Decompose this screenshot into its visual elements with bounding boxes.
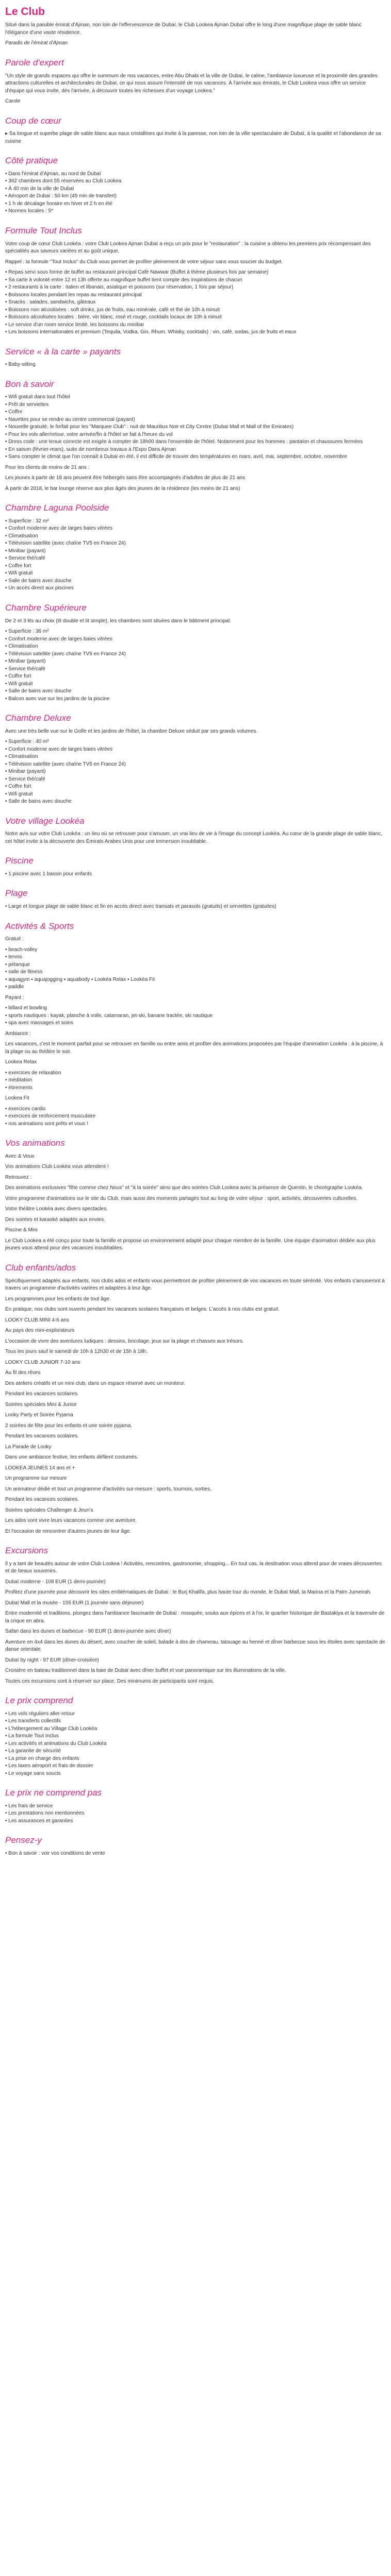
section-title: Piscine <box>5 856 34 866</box>
list-item: • Les vols réguliers aller-retour <box>5 1710 386 1718</box>
section-paragraph: Votre programme d'animations sur le site du Club, mais aussi des moments partagés tout au long de votre séjour : sport, activités, découvertes culturelles. <box>5 1195 357 1201</box>
section-list <box>5 1106 386 1128</box>
section-title: Bon à savoir <box>5 379 54 389</box>
section-paragraph: Un animateur dédié et tout un programme d'activités sur-mesure : sports, tournois, sorties. <box>5 1486 211 1492</box>
section-paragraph: Au pays des mini-explorateurs <box>5 1328 75 1334</box>
section-paragraph: Profitez d'une journée pour découvrir les sites emblématiques de Dubaï : le Burj Khalifa, plus haute tour du monde, le Dubaï Mall, la Marina et la Palm Jumeirah. <box>5 1589 372 1596</box>
section-list <box>5 1850 386 1858</box>
list-item: • paddle <box>5 984 386 991</box>
section-paragraph: Dubaï moderne - 108 EUR (1 demi-journée) <box>5 1579 106 1585</box>
list-item: • Snacks : salades, sandwichs, gâteaux <box>5 299 386 307</box>
list-item: • 2 restaurants à la carte : italien et libanais, asiatique et poissons (sur réservation, 1 fois par séjour) <box>5 284 386 292</box>
intro-paragraph: Situé dans la paisible émirat d'Ajman, non loin de l'effervescence de Dubaï, le Club Lookea Ajman Dubaï offre le long d'une magnifique plage de sable blanc l'élégance d'une vaste résidence. <box>5 22 362 36</box>
list-item: • Les transferts collectifs <box>5 1718 386 1725</box>
section-paragraph: Le Club Lookea a été conçu pour toute la famille et propose un environnement adapté pour chaque membre de la famille. Une équipe d'animation dédiée aux plus jeunes vous attend pour des vacances inoubliables. <box>5 1238 376 1251</box>
list-item: • Confort moderne avec de larges baies vitrées <box>5 525 386 533</box>
section-paragraph: Votre théâtre Lookéa avec divers spectacles. <box>5 1206 108 1212</box>
section-paragraph: Soirées spéciales Mini & Junior <box>5 1401 77 1408</box>
section-paragraph: Pour les clients de moins de 21 ans : <box>5 464 90 470</box>
section-paragraph: Retrouvez : <box>5 1174 32 1180</box>
section-paragraph: Au fil des rêves <box>5 1370 41 1376</box>
section-title: Côté pratique <box>5 156 58 166</box>
section-paragraph: Les ados vont vivre leurs vacances comme une aventure. <box>5 1518 137 1524</box>
list-item: • Climatisation <box>5 533 386 540</box>
list-item: • Coffre fort <box>5 673 386 681</box>
list-item: • Télévision satellite (avec chaîne TV5 en France 24) <box>5 761 386 769</box>
list-item: • Boissons alcoolisées locales : bière, vin blanc, rosé et rouge, cocktails locaux de 10h à minuit <box>5 314 386 321</box>
list-item: • L'hébergement au Village Club Lookéa <box>5 1725 386 1733</box>
list-item: • Baby-sitting <box>5 361 386 369</box>
section-paragraph: Entre modernité et traditions, plongez dans l'ambiance fascinante de Dubaï : mosquée, souks aux épices et à l'or, le quartier historique de Bastakiya et la traversée de la crique en abra. <box>5 1611 385 1624</box>
list-item: • Boissons locales pendant les repas au restaurant principal <box>5 292 386 299</box>
section-paragraph: Safari dans les dunes et barbecue - 90 EUR (1 demi-journée avec dîner) <box>5 1629 171 1635</box>
list-item: • Navettes pour se rendre au centre commercial (payant) <box>5 416 386 424</box>
list-item: • aquagym ▪ aquajogging ▪ aquabody ▪ Lookéa Relax ▪ Lookéa Fit <box>5 976 386 984</box>
section-list <box>5 871 386 878</box>
section-title: Le prix comprend <box>5 1696 73 1706</box>
list-item: • Prêt de serviettes <box>5 401 386 409</box>
section-list <box>5 1005 386 1027</box>
list-item: • Climatisation <box>5 753 386 761</box>
section-list <box>5 1710 386 1778</box>
section-title: Excursions <box>5 1546 48 1556</box>
section-list <box>5 628 386 703</box>
list-item: • spa avec massages et soins <box>5 1020 386 1027</box>
section-paragraph: LOOKEA JEUNES 14 ans et + <box>5 1465 75 1471</box>
section-list <box>5 361 386 369</box>
list-item: • Repas servi sous forme de buffet au restaurant principal Café Nawwar (Buffet à thème plusieurs fois par semaine) <box>5 269 386 277</box>
list-item: • Nouvelle gratuité, le forfait pour les "Marquee Club" : nuit de Mauritius Noir et City Centre (Dubai Mall et Mall of the Emirates) <box>5 423 386 431</box>
section-paragraph: Looky Party et Soirée Pyjama <box>5 1412 73 1418</box>
section-paragraph: Pendant les vacances scolaires. <box>5 1433 79 1439</box>
section-paragraph: Les jeunes à partir de 18 ans peuvent être hébergés sans être accompagnés d'adultes de plus de 21 ans <box>5 475 245 481</box>
list-item: • Bon à savoir : voir vos conditions de vente <box>5 1850 386 1858</box>
section-paragraph: Il y a tant de beautés autour de votre Club Lookea ! Activités, rencontres, gastronomie, shopping... En tout cas, la destination vous attend pour de vraies découvertes et de beaux souvenirs. <box>5 1561 382 1574</box>
list-item: • Aéroport de Dubaï : 50 km (45 min de transfert) <box>5 193 386 200</box>
section-paragraph: L'occasion de vivre des aventures ludiques : dessins, bricolage, jeux sur la plage et chasses aux trésors. <box>5 1338 244 1344</box>
list-item: • Normes locales : 5* <box>5 208 386 215</box>
list-item: • Climatisation <box>5 643 386 651</box>
list-item: • Les taxes aéroport et frais de dossier <box>5 1762 386 1770</box>
section-paragraph: ▸ Sa longue et superbe plage de sable blanc aux eaux cristallines qui invite à la paresse, non loin de la ville spectaculaire de Dubaï, à la qualité et l'abondance de sa cuisine <box>5 131 381 144</box>
section-paragraph: Des ateliers créatifs et un mini club, dans un espace réservé avec un moniteur. <box>5 1380 186 1386</box>
section-paragraph: Tous les jours sauf le samedi de 10h à 12h30 et de 15h à 18h. <box>5 1349 148 1355</box>
list-item: • Minibar (payant) <box>5 768 386 776</box>
list-item: • La garantie de sécurité <box>5 1748 386 1755</box>
list-item: • Balcon avec vue sur les jardins de la piscine <box>5 696 386 703</box>
section-title: Club enfants/ados <box>5 1262 76 1273</box>
section-title: Votre village Lookéa <box>5 816 85 826</box>
list-item: • Sa carte à volonté entre 12 et 13h offerte au magnifique buffet tient compte des inspirations de chacun <box>5 277 386 284</box>
section-title: Parole d'expert <box>5 57 64 67</box>
list-item: • exercices de renforcement musculaire <box>5 1113 386 1121</box>
list-item: • La formule Tout Inclus <box>5 1733 386 1740</box>
list-item: • Dress code : une tenue correcte est exigée à compter de 18h00 dans l'ensemble de l'hôtel. Notamment pour les hommes : pantalon et chaussures fermées <box>5 438 386 446</box>
list-item: • Le voyage sans soucis <box>5 1770 386 1778</box>
section-paragraph: LOOKY CLUB JUNIOR 7-10 ans <box>5 1359 80 1365</box>
section-paragraph: Payant : <box>5 994 24 1001</box>
section-title: Vos animations <box>5 1138 65 1148</box>
list-item: • tennis <box>5 954 386 961</box>
list-item: • Wifi gratuit <box>5 681 386 688</box>
list-item: • Salle de bains avec douche <box>5 798 386 806</box>
section-list <box>5 394 386 461</box>
list-item: • billard et bowling <box>5 1005 386 1012</box>
section-paragraph: Les programmes pour les enfants de tout âge. <box>5 1296 111 1302</box>
section-paragraph: Toutes ces excursions sont à réserver sur place. Des minimums de participants sont requis. <box>5 1678 215 1684</box>
section-paragraph: Dubaï Mall et la musée - 155 EUR (1 journée sans déjeuner) <box>5 1600 144 1606</box>
list-item: • Wifi gratuit <box>5 791 386 799</box>
list-item: • Confort moderne avec de larges baies vitrées <box>5 746 386 754</box>
list-item: • Les boissons internationales et premium (Tequila, Vodka, Gin, Rhum, Whisky, cocktails) : vin, café, sodas, jus de fruits et eaux <box>5 329 386 336</box>
section-paragraph: Aventure en 4x4 dans les dunes du désert, avec coucher de soleil, balade à dos de chameau, tatouage au henné et dîner barbecue sous les étoiles avec spectacle de danse orientale. <box>5 1639 385 1653</box>
list-item: • Les assurances et garanties <box>5 1818 386 1825</box>
page-title: Le Club <box>5 6 45 18</box>
list-item: • Salle de bains avec douche <box>5 688 386 696</box>
section-paragraph: Avec & Vous <box>5 1153 35 1159</box>
section-list <box>5 171 386 215</box>
section-paragraph: LOOKY CLUB MINI 4-6 ans <box>5 1317 69 1323</box>
section-title: Le prix ne comprend pas <box>5 1788 102 1798</box>
section-list <box>5 1070 386 1092</box>
section-paragraph: Dans une ambiance festive, les enfants défilent costumés. <box>5 1454 138 1461</box>
section-title: Coup de cœur <box>5 115 61 126</box>
list-item: • nos animations sont prêts et vous ! <box>5 1121 386 1128</box>
section-paragraph: À partir de 2018, le bar lounge réserve aux plus âgés des jeunes de la résidence (les moins de 21 ans) <box>5 485 240 492</box>
section-paragraph: En pratique, nos clubs sont ouverts pendant les vacances scolaires françaises et belges. L'accès à nos clubs est gratuit. <box>5 1307 280 1313</box>
list-item: • Les activités et animations du Club Lookéa <box>5 1740 386 1748</box>
list-item: • La prise en charge des enfants <box>5 1755 386 1763</box>
section-title: Chambre Laguna Poolside <box>5 503 109 513</box>
list-item: • Wifi gratuit <box>5 570 386 578</box>
list-item: • Coffre <box>5 409 386 416</box>
list-item: • pétanque <box>5 961 386 969</box>
section-title: Pensez-y <box>5 1835 42 1845</box>
section-title: Activités & Sports <box>5 921 74 931</box>
section-paragraph: Ambiance : <box>5 1030 31 1037</box>
list-item: • sports nautiques : kayak, planche à voile, catamaran, jet-ski, banane tractée, ski nautique <box>5 1012 386 1020</box>
list-item: • Wifi gratuit dans tout l'hôtel <box>5 394 386 401</box>
section-paragraph: Pendant les vacances scolaires. <box>5 1391 79 1397</box>
list-item: • Superficie : 40 m² <box>5 738 386 746</box>
section-paragraph: Avec une très belle vue sur le Golfe et les jardins de l'hôtel, la chambre Deluxe séduit par ses grands volumes. <box>5 728 258 734</box>
section-title: Chambre Deluxe <box>5 713 71 723</box>
section-paragraph: Croisière en bateau traditionnel dans la baie de Dubaï avec dîner buffet et vue panoramique sur les illuminations de la ville. <box>5 1668 286 1674</box>
section-paragraph: 2 soirées de fête pour les enfants et une soirée pyjama. <box>5 1422 133 1429</box>
section-paragraph: Spécifiquement adaptés aux enfants, nos clubs ados et enfants vous permettront de profiter pleinement de vos vacances en toute sérénité. Vos enfants s'amuseront à travers un programme d'activités variées et adaptées à leur âge. <box>5 1278 385 1292</box>
list-item: • Boissons non alcoolisées : soft drinks, jus de fruits, eau minérale, café et thé de 10h à minuit <box>5 307 386 314</box>
section-paragraph: Carole <box>5 98 21 105</box>
section-paragraph: De 2 et 3 lits au choix (lit double et lit simple), les chambres sont situées dans le bâtiment principal. <box>5 618 231 624</box>
section-list <box>5 518 386 592</box>
list-item: • étirements <box>5 1084 386 1092</box>
section-paragraph: La Parade de Looky <box>5 1444 52 1450</box>
list-item: • Confort moderne avec de larges baies vitrées <box>5 636 386 643</box>
list-item: • Salle de bains avec douche <box>5 578 386 585</box>
intro-paragraph: Paradis de l'émirat d'Ajman <box>5 40 68 46</box>
section-paragraph: Rappel : la formule "Tout Inclus" du Club vous permet de profiter pleinement de votre séjour sans vous soucier du budget. <box>5 259 283 265</box>
section-paragraph: Des soirées et karaoké adaptés aux envies. <box>5 1216 105 1223</box>
section-list <box>5 1803 386 1825</box>
section-list <box>5 269 386 336</box>
section-paragraph: Dubaï by night - 97 EUR (dîner-croisière) <box>5 1657 99 1663</box>
list-item: • Service thé/café <box>5 666 386 673</box>
list-item: • 1 h de décalage horaire en hiver et 2 h en été <box>5 200 386 208</box>
section-paragraph: Les vacances, c'est le moment parfait pour se retrouver en famille ou entre amis et profiter des animations proposées par l'équipe d'animation Lookéa : à la piscine, à la plage ou au théâtre le soir. <box>5 1041 383 1055</box>
section-paragraph: Des animations exclusives "fête comme chez Nous" et "à la soirée" ainsi que des soirées Club Lookea avec la présence de Quentin, le chorégraphe Lookéa. <box>5 1185 363 1191</box>
section-paragraph: Un programme sur mesure <box>5 1476 67 1482</box>
section-paragraph: Soirées spéciales Challenger & Jeun's <box>5 1507 93 1513</box>
section-paragraph: "Un style de grands espaces qui offre le summum de nos vacances, entre Abu Dhabi et la ville de Dubaï, le calme, l'ambiance luxueuse et la proximité des grandes attractions culturelles et architecturales de Dubaï, ce qui nous assure l'intensité de nos vacances. À l'arrivée aux émirats, le Club Lookea vous offre un service d'équipe qui vous invite, dès l'arrivée, à découvrir toutes les richesses d'un voyage Lookea." <box>5 73 378 94</box>
section-paragraph: Notre avis sur votre Club Lookéa : un lieu où se retrouver pour s'amuser, un vrai lieu de vie à l'image du concept Lookéa. Au cœur de la grande plage de sable blanc, cet hôtel invite à la découverte des Émirats Arabes Unis pour une immersion inoubliable. <box>5 831 382 844</box>
section-paragraph: Lookea Fit <box>5 1095 29 1101</box>
list-item: • 1 piscine avec 1 bassin pour enfants <box>5 871 386 878</box>
list-item: • Minibar (payant) <box>5 658 386 666</box>
section-title: Chambre Supérieure <box>5 602 87 613</box>
list-item: • Télévision satellite (avec chaîne TV5 en France 24) <box>5 540 386 548</box>
list-item: • Un accès direct aux piscines <box>5 585 386 592</box>
list-item: • Service thé/café <box>5 776 386 784</box>
list-item: • 362 chambres dont 55 réservées au Club Lookea <box>5 178 386 185</box>
list-item: • salle de fitness <box>5 969 386 976</box>
list-item: • Les prestations non mentionnées <box>5 1810 386 1818</box>
section-list <box>5 903 386 911</box>
section-title: Plage <box>5 888 28 899</box>
section-paragraph: Vos animations Club Lookéa vous attendent ! <box>5 1164 109 1170</box>
section-list <box>5 738 386 806</box>
list-item: • Coffre fort <box>5 783 386 791</box>
section-paragraph: Gratuit : <box>5 936 24 942</box>
list-item: • En saison (février-mars), suite de nombreux travaux à l'Expo Dans Ajman <box>5 446 386 454</box>
list-item: • Service thé/café <box>5 555 386 563</box>
list-item: • Les frais de service <box>5 1803 386 1810</box>
list-item: • beach-volley <box>5 946 386 954</box>
section-paragraph: Votre coup de cœur Club Lookéa : votre Club Lookea Ajman Dubaï a reçu un prix pour le "restauration" : la cuisine a obtenu les premiers prix récompensant des spécialités aux saveurs variées et au goût unique. <box>5 241 371 254</box>
list-item: • exercices de relaxation <box>5 1070 386 1077</box>
section-paragraph: Et l'occasion de rencontrer d'autres jeunes de leur âge. <box>5 1528 131 1534</box>
list-item: • Minibar (payant) <box>5 548 386 555</box>
list-item: • Pour les vols aller/retour, votre arrivée/fin à l'hôtel se fait à l'heure du vol <box>5 431 386 439</box>
list-item: • Superficie : 32 m² <box>5 518 386 526</box>
section-title: Formule Tout Inclus <box>5 225 82 235</box>
list-item: • méditation <box>5 1077 386 1084</box>
section-title: Service « à la carte » payants <box>5 346 121 357</box>
section-paragraph: Piscine & Mini <box>5 1227 38 1233</box>
list-item: • À 40 min de la ville de Dubaï <box>5 185 386 193</box>
section-paragraph: Pendant les vacances scolaires. <box>5 1497 79 1503</box>
list-item: • exercices cardio <box>5 1106 386 1113</box>
list-item: • Coffre fort <box>5 563 386 570</box>
list-item: • Télévision satellite (avec chaîne TV5 en France 24) <box>5 651 386 658</box>
list-item: • Sans compter le climat que l'on connaît à Dubaï en été, il est difficile de trouver des températures en mars, avril, mai, septembre, octobre, novembre <box>5 453 386 461</box>
list-item: • Le service d'un room service limité, les boissons du minibar <box>5 321 386 329</box>
list-item: • Superficie : 36 m² <box>5 628 386 636</box>
list-item: • Large et longue plage de sable blanc et fin en accès direct avec transats et parasols (gratuits) et serviettes (gratuites) <box>5 903 386 911</box>
section-list <box>5 946 386 991</box>
section-paragraph: Lookea Relax <box>5 1059 37 1065</box>
list-item: • Dans l'émirat d'Ajman, au nord de Dubaï <box>5 171 386 178</box>
